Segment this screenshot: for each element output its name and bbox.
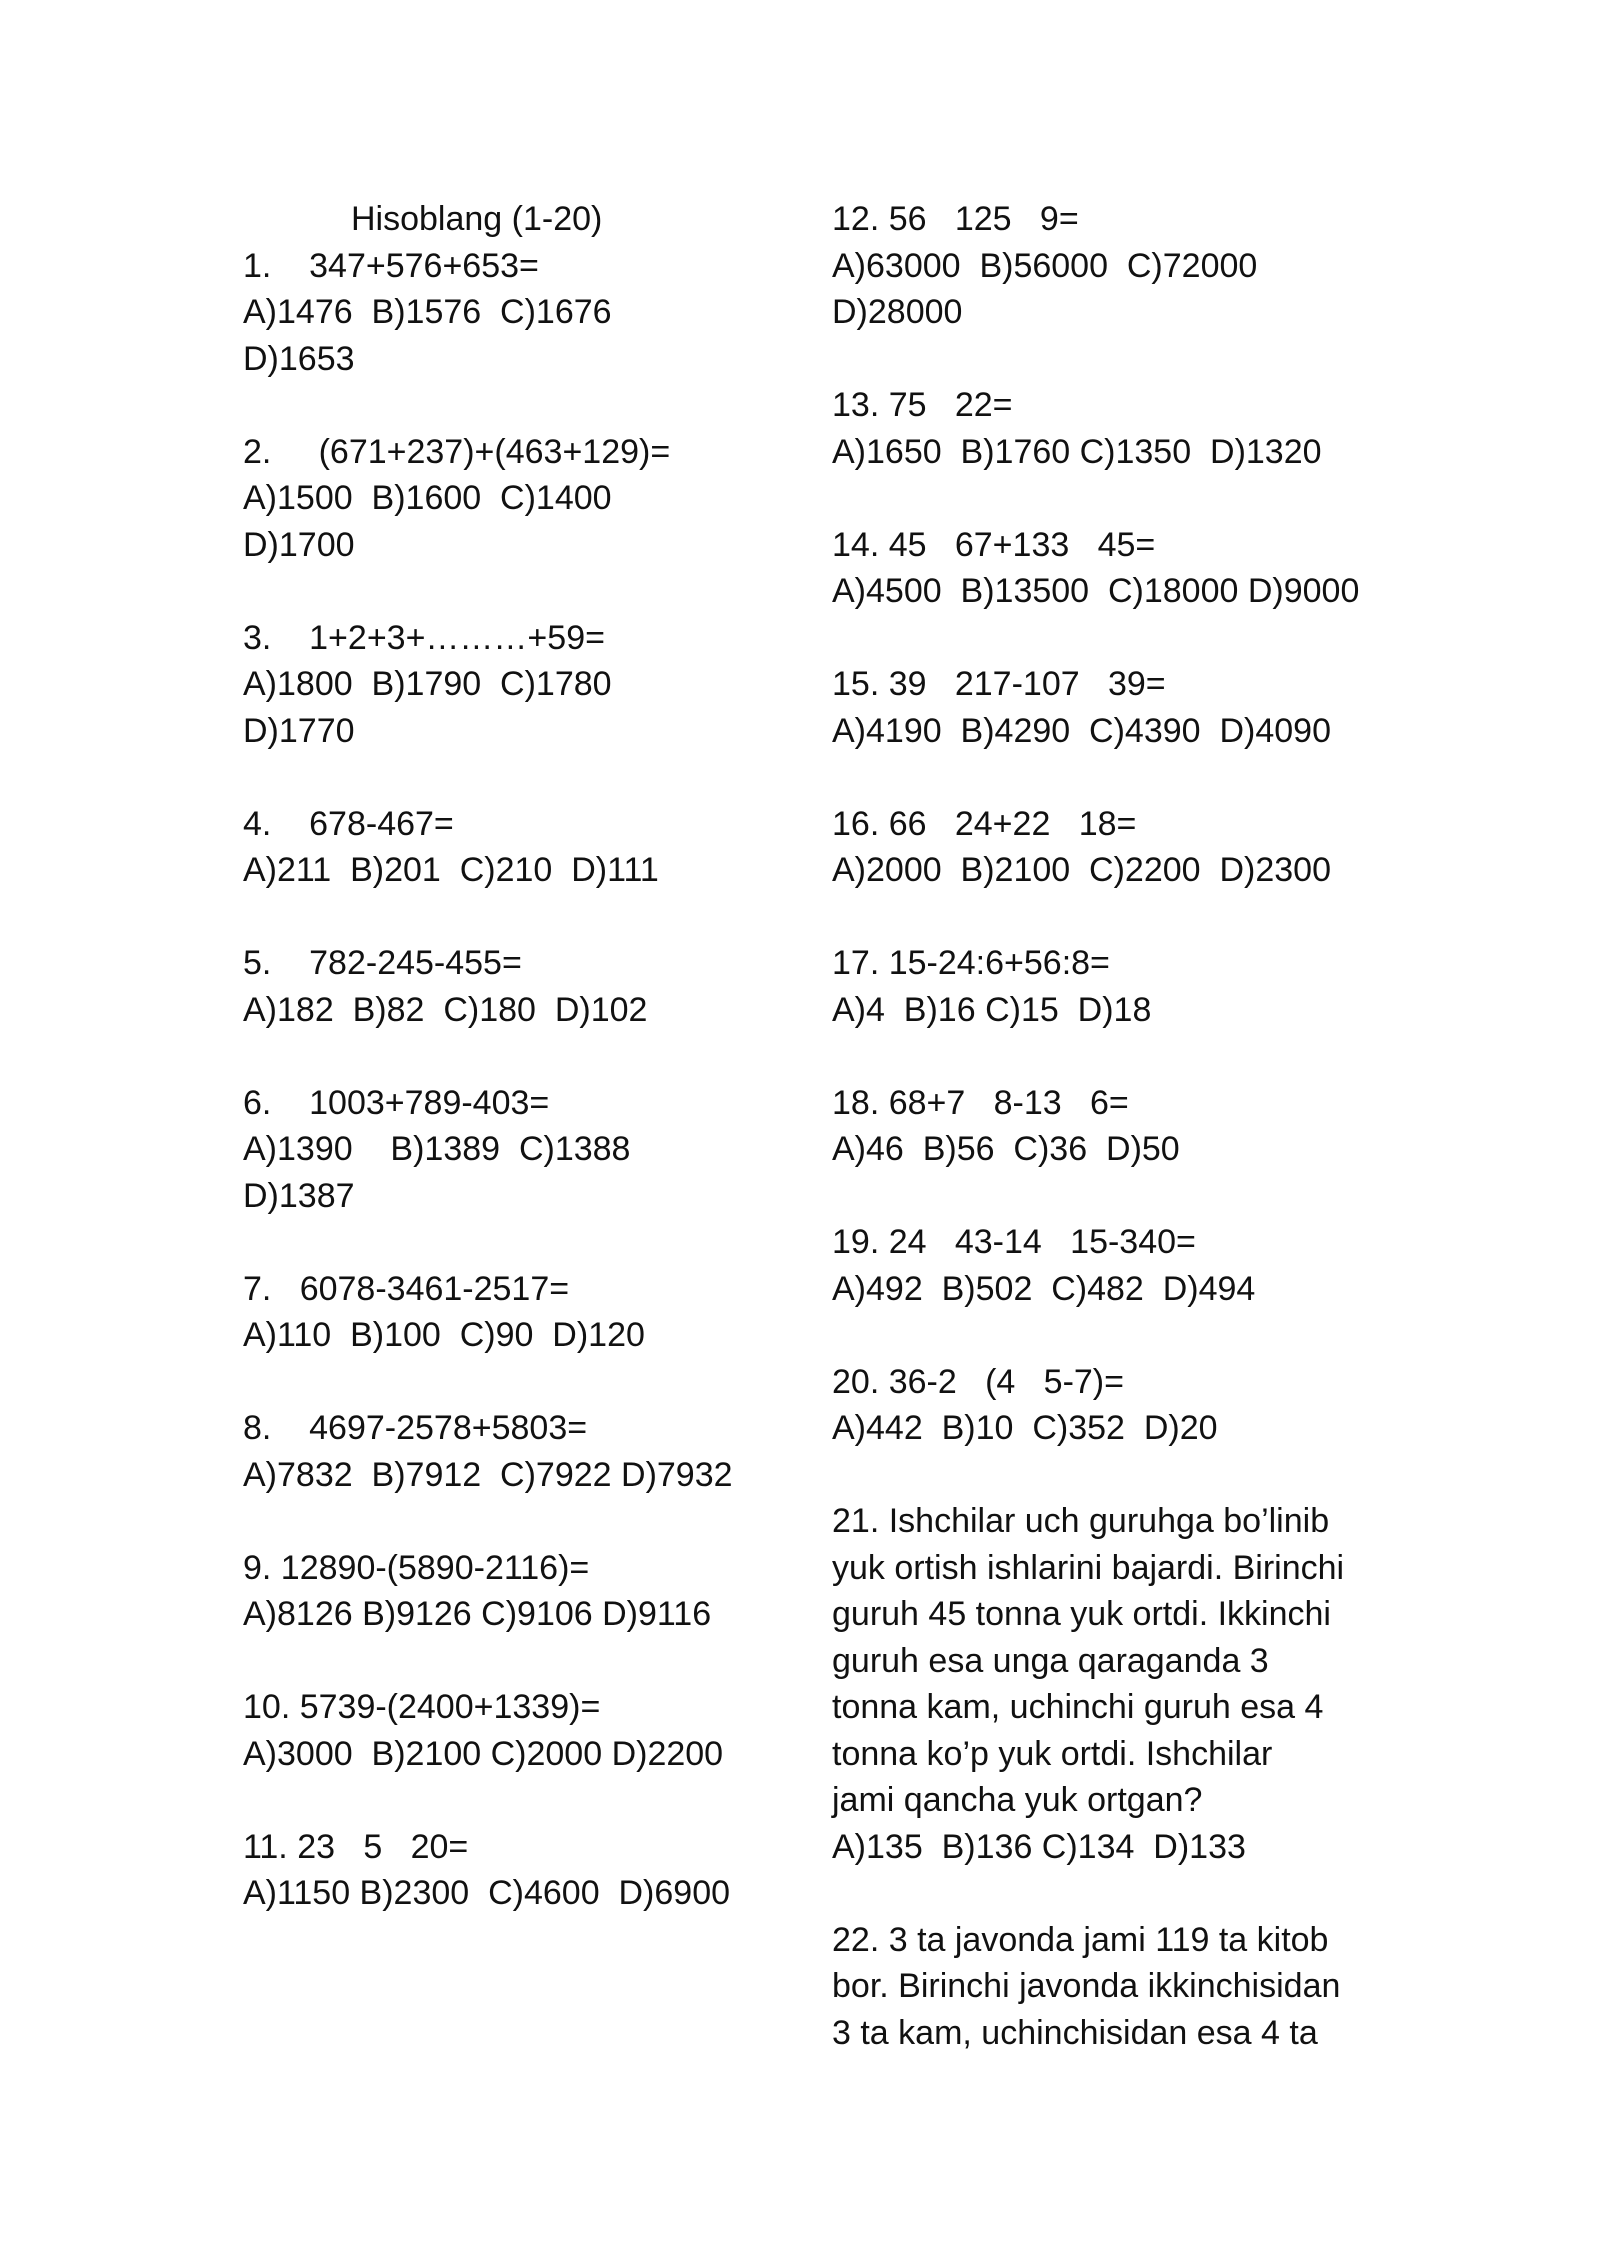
word-problem-22 [832,1917,1372,2057]
answer-options: D)28000 [832,293,963,331]
answer-options: A)135 B)136 C)134 D)133 [832,1827,1246,1866]
answer-options: A)1800 B)1790 C)1780 [243,665,612,703]
question-text: 5. 782-245-455= [243,944,522,982]
question-text: 20. 36-2 (4 5-7)= [832,1362,1124,1401]
question-12 [832,196,1372,336]
problem-line: guruh esa unga qaraganda 3 [832,1641,1269,1680]
problem-line: yuk ortish ishlarini bajardi. Birinchi [832,1548,1345,1587]
problem-line: 21. Ishchilar uch guruhga bo’linib [832,1502,1330,1540]
problem-line: bor. Birinchi javonda ikkinchisidan [832,1967,1341,2005]
answer-options: A)110 B)100 C)90 D)120 [243,1316,645,1354]
problem-line: 22. 3 ta javonda jami 119 ta kitob [832,1920,1329,1959]
question-text: 10. 5739-(2400+1339)= [243,1688,601,1726]
answer-options: A)442 B)10 C)352 D)20 [832,1409,1218,1447]
question-6 [243,1080,763,1220]
answer-options: A)492 B)502 C)482 D)494 [832,1269,1256,1308]
question-text: 8. 4697-2578+5803= [243,1409,588,1447]
question-text: 18. 68+7 8-13 6= [832,1083,1129,1122]
answer-options: A)1476 B)1576 C)1676 [243,293,612,331]
question-14 [832,522,1372,615]
right-column [832,196,1372,2056]
question-text: 12. 56 125 9= [832,200,1079,238]
question-11 [243,1824,763,1917]
question-text: 3. 1+2+3+………+59= [243,618,605,657]
answer-options: A)4 B)16 C)15 D)18 [832,990,1152,1029]
question-8 [243,1405,763,1498]
answer-options: D)1387 [243,1176,355,1215]
question-15 [832,661,1372,754]
question-text: 17. 15-24:6+56:8= [832,944,1110,982]
problem-line: tonna ko’p yuk ortdi. Ishchilar [832,1734,1273,1773]
question-9 [243,1545,763,1638]
answer-options: A)1150 B)2300 C)4600 D)6900 [243,1874,731,1912]
answer-options: A)1500 B)1600 C)1400 [243,479,612,517]
answer-options: A)1650 B)1760 C)1350 D)1320 [832,432,1322,471]
question-13 [832,382,1372,475]
answer-options: A)7832 B)7912 C)7922 D)7932 [243,1455,733,1494]
question-16 [832,801,1372,894]
question-text: 15. 39 217-107 39= [832,665,1166,703]
question-18 [832,1080,1372,1173]
question-2 [243,429,763,569]
question-7 [243,1266,763,1359]
left-column [243,196,763,1917]
question-4 [243,801,763,894]
question-text: 2. (671+237)+(463+129)= [243,432,671,471]
question-text: 1. 347+576+653= [243,246,539,285]
answer-options: A)4190 B)4290 C)4390 D)4090 [832,711,1331,750]
problem-line: guruh 45 tonna yuk ortdi. Ikkinchi [832,1595,1331,1633]
question-text: 16. 66 24+22 18= [832,804,1137,843]
question-10 [243,1684,763,1777]
answer-options: A)211 B)201 C)210 D)111 [243,851,659,889]
problem-line: 3 ta kam, uchinchisidan esa 4 ta [832,2013,1318,2052]
answer-options: A)182 B)82 C)180 D)102 [243,990,648,1029]
question-19 [832,1219,1372,1312]
problem-line: jami qancha yuk ortgan? [832,1781,1203,1819]
word-problem-21 [832,1498,1372,1870]
answer-options: A)3000 B)2100 C)2000 D)2200 [243,1734,724,1773]
answer-options: A)1390 B)1389 C)1388 [243,1130,631,1168]
question-1 [243,243,763,383]
answer-options: A)63000 B)56000 C)72000 [832,246,1258,285]
answer-options: A)8126 B)9126 C)9106 D)9116 [243,1595,712,1633]
answer-options: A)2000 B)2100 C)2200 D)2300 [832,851,1331,889]
question-text: 9. 12890-(5890-2116)= [243,1548,590,1587]
question-5 [243,940,763,1033]
question-text: 11. 23 5 20= [243,1827,469,1866]
question-text: 14. 45 67+133 45= [832,525,1156,564]
question-3 [243,615,763,755]
question-text: 4. 678-467= [243,804,454,843]
question-text: 19. 24 43-14 15-340= [832,1223,1196,1261]
question-text: 7. 6078-3461-2517= [243,1269,570,1308]
problem-line: tonna kam, uchinchi guruh esa 4 [832,1688,1324,1726]
answer-options: A)4500 B)13500 C)18000 D)9000 [832,572,1360,610]
worksheet-title: Hisoblang (1-20) [351,200,603,238]
answer-options: D)1770 [243,711,355,750]
question-20 [832,1359,1372,1452]
answer-options: A)46 B)56 C)36 D)50 [832,1130,1180,1168]
question-17 [832,940,1372,1033]
answer-options: D)1653 [243,339,355,378]
answer-options: D)1700 [243,525,355,564]
question-text: 6. 1003+789-403= [243,1083,550,1122]
question-text: 13. 75 22= [832,386,1013,424]
